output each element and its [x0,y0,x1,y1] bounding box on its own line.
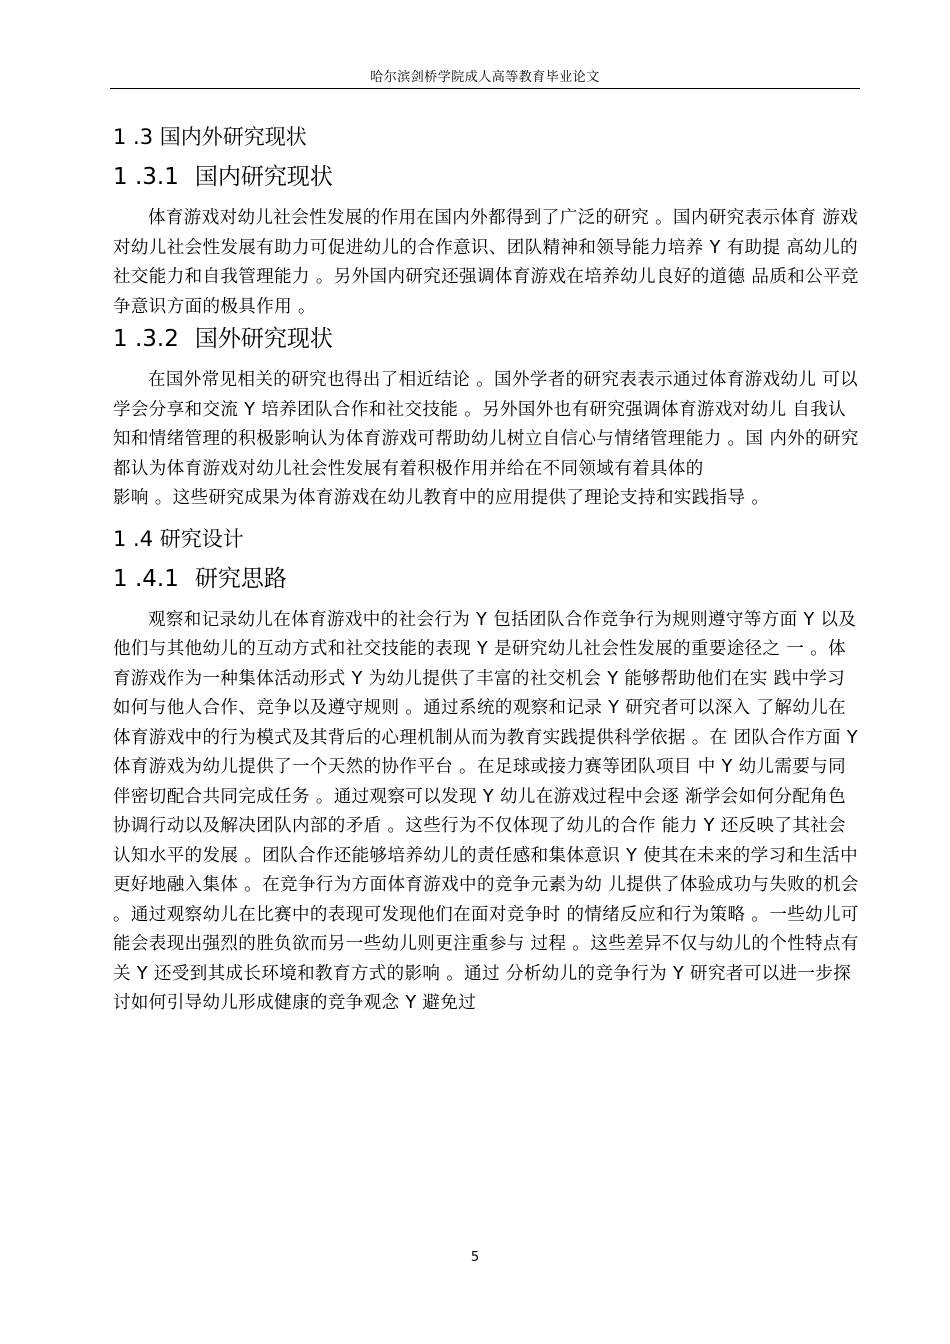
subsection-heading-1-4-1 [113,562,863,596]
page-body [113,120,863,1019]
section-heading-1-4: 1 .4 研究设计 [113,526,244,551]
subsection-number: 1 .3.1 [113,164,179,190]
subsection-heading-1-3-1 [113,160,863,194]
subsection-title: 研究思路 [194,565,287,592]
subsection-number: 1 .3.2 [113,326,179,352]
subsection-number: 1 .4.1 [113,565,179,592]
subsection-title: 国内研究现状 [194,164,333,190]
subsection-heading-1-3-2 [113,322,863,356]
section-heading-1-3: 1 .3 国内外研究现状 [113,125,307,149]
paragraph-domestic-research: 体育游戏对幼儿社会性发展的作用在国内外都得到了广泛的研究 。国内研究表示体育 游戏对幼儿社会性发展有助力可促进幼儿的合作意识、团队精神和领导能力培养 Y 有助提 高幼儿的社交能力和自我管理能力 。另外国内研究还强调体育游戏在培养幼儿良好的道德 品质和公平竞争意识方面的极具作用 。 [113,208,859,317]
running-header: 哈尔滨剑桥学院成人高等教育毕业论文 [370,70,600,85]
page-number: 5 [470,1250,480,1265]
header-rule [110,88,860,89]
paragraph-foreign-research: 在国外常见相关的研究也得出了相近结论 。国外学者的研究表表示通过体育游戏幼儿 可以学会分享和交流 Y 培养团队合作和社交技能 。另外国外也有研究强调体育游戏对幼儿 自我认知和情绪管理的积极影响认为体育游戏可帮助幼儿树立自信心与情绪管理能力 。国 内外的研究都认为体育游戏对幼儿社会性发展有着积极作用并给在不同领域有着具体的 [113,370,859,479]
paragraph-research-approach: 观察和记录幼儿在体育游戏中的社会行为 Y 包括团队合作竞争行为规则遵守等方面 Y 以及他们与其他幼儿的互动方式和社交技能的表现 Y 是研究幼儿社会性发展的重要途径之 一 。体育游戏作为一种集体活动形式 Y 为幼儿提供了丰富的社交机会 Y 能够帮助他们在实 践中学习如何与他人合作、竞争以及遵守规则 。通过系统的观察和记录 Y 研究者可以深入 了解幼儿在体育游戏中的行为模式及其背后的心理机制从而为教育实践提供科学依据 。在 团队合作方面 Y 体育游戏为幼儿提供了一个天然的协作平台 。在足球或接力赛等团队项目 中 Y 幼儿需要与同伴密切配合共同完成任务 。通过观察可以发现 Y 幼儿在游戏过程中会逐 渐学会如何分配角色协调行动以及解决团队内部的矛盾 。这些行为不仅体现了幼儿的合作 能力 Y 还反映了其社会认知水平的发展 。团队合作还能够培养幼儿的责任感和集体意识 Y 使其在未来的学习和生活中更好地融入集体 。在竞争行为方面体育游戏中的竞争元素为幼 儿提供了体验成功与失败的机会 。通过观察幼儿在比赛中的表现可发现他们在面对竞争时 的情绪反应和行为策略 。一些幼儿可能会表现出强烈的胜负欲而另一些幼儿则更注重参与 过程 。这些差异不仅与幼儿的个性特点有关 Y 还受到其成长环境和教育方式的影响 。通过 分析幼儿的竞争行为 Y 研究者可以进一步探讨如何引导幼儿形成健康的竞争观念 Y 避免过 [113,609,859,1013]
paragraph-foreign-research-continuation: 影响 。这些研究成果为体育游戏在幼儿教育中的应用提供了理论支持和实践指导 。 [113,488,770,508]
subsection-title: 国外研究现状 [194,326,333,352]
